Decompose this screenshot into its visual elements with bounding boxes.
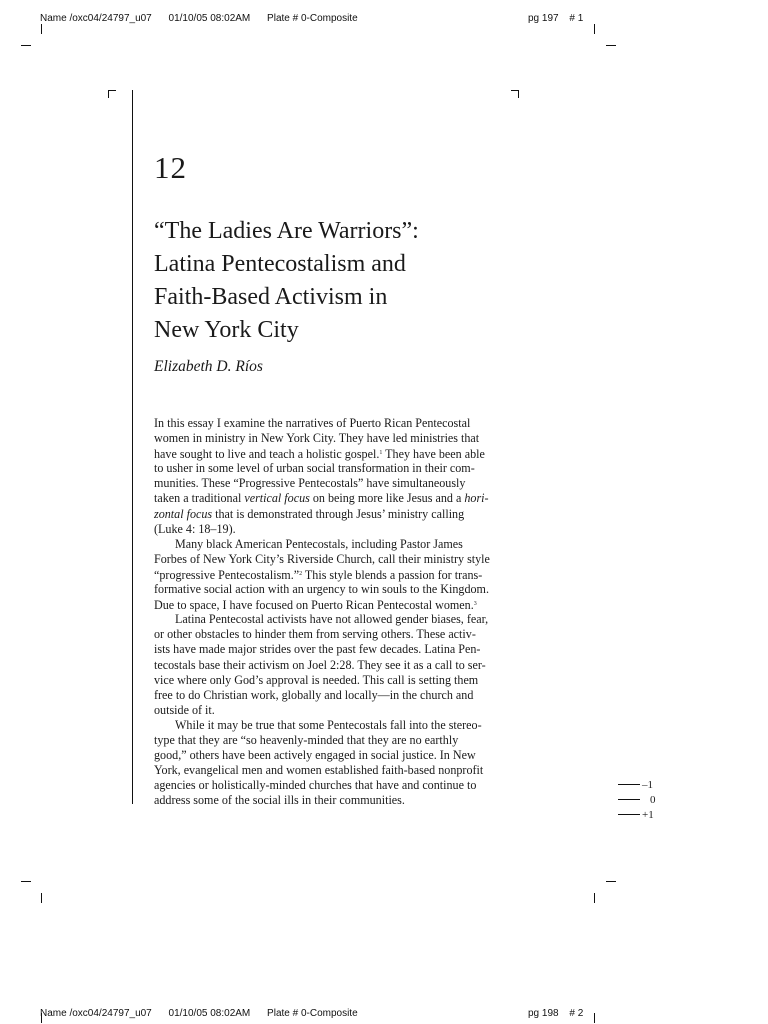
slug-bottom: [40, 1008, 372, 1019]
trim-corner-top-left: [108, 90, 116, 98]
crop-mark: [606, 45, 616, 46]
trim-corner-top-right: [511, 90, 519, 98]
footnote-marker[interactable]: 3: [473, 601, 477, 608]
slug-plate: Plate # 0-Composite: [267, 13, 358, 24]
text-line: women in ministry in New York City. They have led ministries that: [154, 431, 480, 446]
text-line: vice where only God’s approval is needed. This call is setting them: [154, 672, 479, 687]
text-line: type that they are “so heavenly-minded that they are no earthly: [154, 732, 459, 747]
chapter-title-line: Latina Pentecostalism and: [154, 251, 406, 277]
slug-top-page: [528, 13, 597, 24]
text-line: tecostals base their activism on Joel 2:28. They see it as a call to ser-: [154, 657, 486, 672]
text-line: munities. These “Progressive Pentecostals” have simultaneously: [154, 476, 466, 491]
paragraph-4: [154, 718, 524, 809]
text-line: (Luke 4: 18–19).: [154, 521, 236, 536]
text-line: zontal focus that is demonstrated through Jesus’ ministry calling: [154, 506, 465, 521]
text-line: taken a traditional vertical focus on being more like Jesus and a hori-: [154, 491, 489, 506]
margin-rule: [132, 90, 133, 804]
footnote-marker[interactable]: 2: [299, 570, 303, 577]
crop-mark: [21, 881, 31, 882]
slug-name: Name /oxc04/24797_u07: [40, 1008, 152, 1019]
text-line: Forbes of New York City’s Riverside Church, call their ministry style: [154, 551, 490, 566]
crop-mark: [41, 893, 42, 903]
paragraph-3: [154, 612, 524, 718]
crop-mark: [594, 24, 595, 34]
text-line: have sought to live and teach a holistic gospel.$^1$ They have been able: [154, 447, 485, 462]
text-line: free to do Christian work, globally and locally—in the church and: [154, 687, 474, 702]
chapter-title-line: “The Ladies Are Warriors”:: [154, 218, 419, 244]
text-line: ists have made major strides over the past few decades. Latina Pen-: [154, 642, 481, 657]
slug-page: pg 197: [528, 13, 559, 24]
chapter-title: [154, 215, 419, 347]
text-line: “progressive Pentecostalism.”$^2$ This style blends a passion for trans-: [154, 567, 483, 582]
text-line: Due to space, I have focused on Puerto Rican Pentecostal women.$^3$: [154, 598, 477, 613]
text-line: good,” others have been actively engaged in social justice. In New: [154, 748, 476, 763]
chapter-title-line: New York City: [154, 317, 299, 343]
chapter-number: 12: [154, 150, 187, 185]
chapter-author: Elizabeth D. Ríos: [154, 358, 263, 375]
text-line: outside of it.: [154, 702, 215, 717]
text-line: address some of the social ills in their communities.: [154, 793, 405, 808]
crop-mark: [41, 24, 42, 34]
text-line: Latina Pentecostal activists have not allowed gender biases, fear,: [175, 612, 489, 627]
text-line: to usher in some level of urban social transformation in their com-: [154, 461, 475, 476]
slug-plate: Plate # 0-Composite: [267, 1008, 358, 1019]
folio-marker-minus1: –1: [618, 778, 653, 792]
slug-bottom-page: [528, 1008, 597, 1019]
slug-num: # 2: [569, 1008, 584, 1019]
slug-name: Name /oxc04/24797_u07: [40, 13, 152, 24]
crop-mark: [594, 893, 595, 903]
slug-top: [40, 13, 372, 24]
text-line: York, evangelical men and women established faith-based nonprofit: [154, 763, 484, 778]
paragraph-2: [154, 537, 524, 612]
text-line: formative social action with an urgency to win souls to the Kingdom.: [154, 582, 489, 597]
body-text: [154, 416, 524, 808]
slug-date: 01/10/05 08:02AM: [168, 1008, 251, 1019]
paragraph-1: [154, 416, 524, 537]
chapter-title-line: Faith-Based Activism in: [154, 284, 388, 310]
text-line: agencies or holistically-minded churches that have and continue to: [154, 778, 477, 793]
slug-date: 01/10/05 08:02AM: [168, 13, 251, 24]
crop-mark: [606, 881, 616, 882]
text-line: While it may be true that some Pentecostals fall into the stereo-: [175, 717, 482, 732]
text-line: In this essay I examine the narratives of Puerto Rican Pentecostal: [154, 416, 471, 430]
text-line: Many black American Pentecostals, including Pastor James: [175, 536, 463, 551]
text-line: or other obstacles to hinder them from serving others. These activ-: [154, 627, 476, 642]
folio-marker-zero: 0: [618, 793, 656, 807]
footnote-marker[interactable]: 1: [379, 450, 383, 457]
crop-mark: [21, 45, 31, 46]
folio-marker-plus1: +1: [618, 808, 654, 822]
slug-num: # 1: [569, 13, 584, 24]
slug-page: pg 198: [528, 1008, 559, 1019]
